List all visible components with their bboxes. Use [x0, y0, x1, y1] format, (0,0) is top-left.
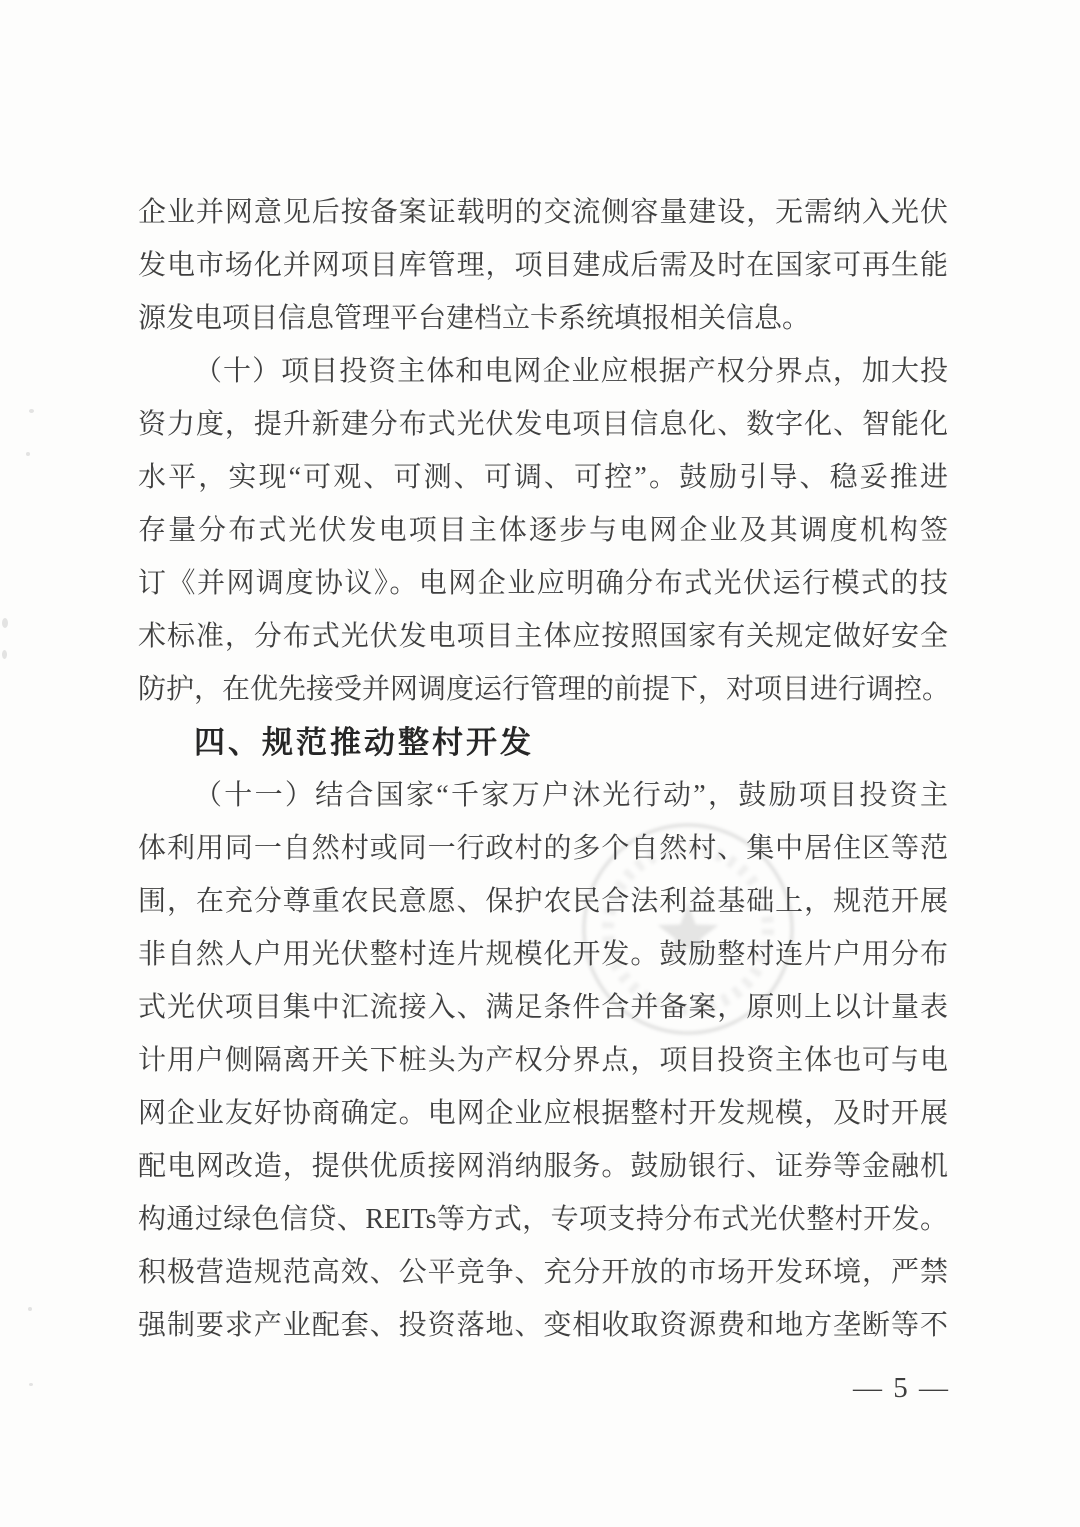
- text-line: 水平，实现“可观、可测、可调、可控”。鼓励引导、稳妥推进: [138, 462, 948, 493]
- scan-speck: [2, 650, 7, 659]
- page-number: — 5 —: [853, 1372, 950, 1404]
- text-line: （十一）结合国家“千家万户沐光行动”，鼓励项目投资主: [194, 780, 948, 811]
- scan-speck: [28, 1307, 32, 1311]
- text-line: 防护，在优先接受并网调度运行管理的前提下，对项目进行调控。: [138, 674, 951, 705]
- text-line: 资力度，提升新建分布式光伏发电项目信息化、数字化、智能化: [138, 409, 948, 440]
- text-line: 体利用同一自然村或同一行政村的多个自然村、集中居住区等范: [138, 833, 948, 864]
- scan-speck: [29, 409, 34, 413]
- text-line: 围，在充分尊重农民意愿、保护农民合法利益基础上，规范开展: [138, 886, 948, 917]
- scan-speck: [29, 1383, 33, 1386]
- text-line: 式光伏项目集中汇流接入、满足条件合并备案，原则上以计量表: [138, 992, 948, 1023]
- text-line: 发电市场化并网项目库管理，项目建成后需及时在国家可再生能: [138, 250, 948, 281]
- scan-speck: [26, 452, 30, 456]
- text-line: 计用户侧隔离开关下桩头为产权分界点，项目投资主体也可与电: [138, 1045, 948, 1076]
- text-line: 积极营造规范高效、公平竞争、充分开放的市场开发环境，严禁: [138, 1257, 948, 1288]
- text-line: 企业并网意见后按备案证载明的交流侧容量建设，无需纳入光伏: [138, 197, 948, 228]
- text-line: 存量分布式光伏发电项目主体逐步与电网企业及其调度机构签: [138, 515, 948, 546]
- text-line: 订《并网调度协议》。电网企业应明确分布式光伏运行模式的技: [138, 568, 948, 599]
- section-heading: 四、规范推动整村开发: [194, 725, 534, 760]
- scan-speck: [2, 618, 8, 628]
- text-line: 术标准，分布式光伏发电项目主体应按照国家有关规定做好安全: [138, 621, 948, 652]
- text-line: 非自然人户用光伏整村连片规模化开发。鼓励整村连片户用分布: [138, 939, 948, 970]
- text-line: 网企业友好协商确定。电网企业应根据整村开发规模，及时开展: [138, 1098, 948, 1129]
- text-lines: [138, 186, 951, 1352]
- text-line: （十）项目投资主体和电网企业应根据产权分界点，加大投: [194, 356, 948, 387]
- text-line: 源发电项目信息管理平台建档立卡系统填报相关信息。: [138, 303, 811, 334]
- text-line: 构通过绿色信贷、REITs等方式，专项支持分布式光伏整村开发。: [138, 1204, 948, 1235]
- text-line: 配电网改造，提供优质接网消纳服务。鼓励银行、证券等金融机: [138, 1151, 948, 1182]
- text-line: 强制要求产业配套、投资落地、变相收取资源费和地方垄断等不: [138, 1310, 948, 1341]
